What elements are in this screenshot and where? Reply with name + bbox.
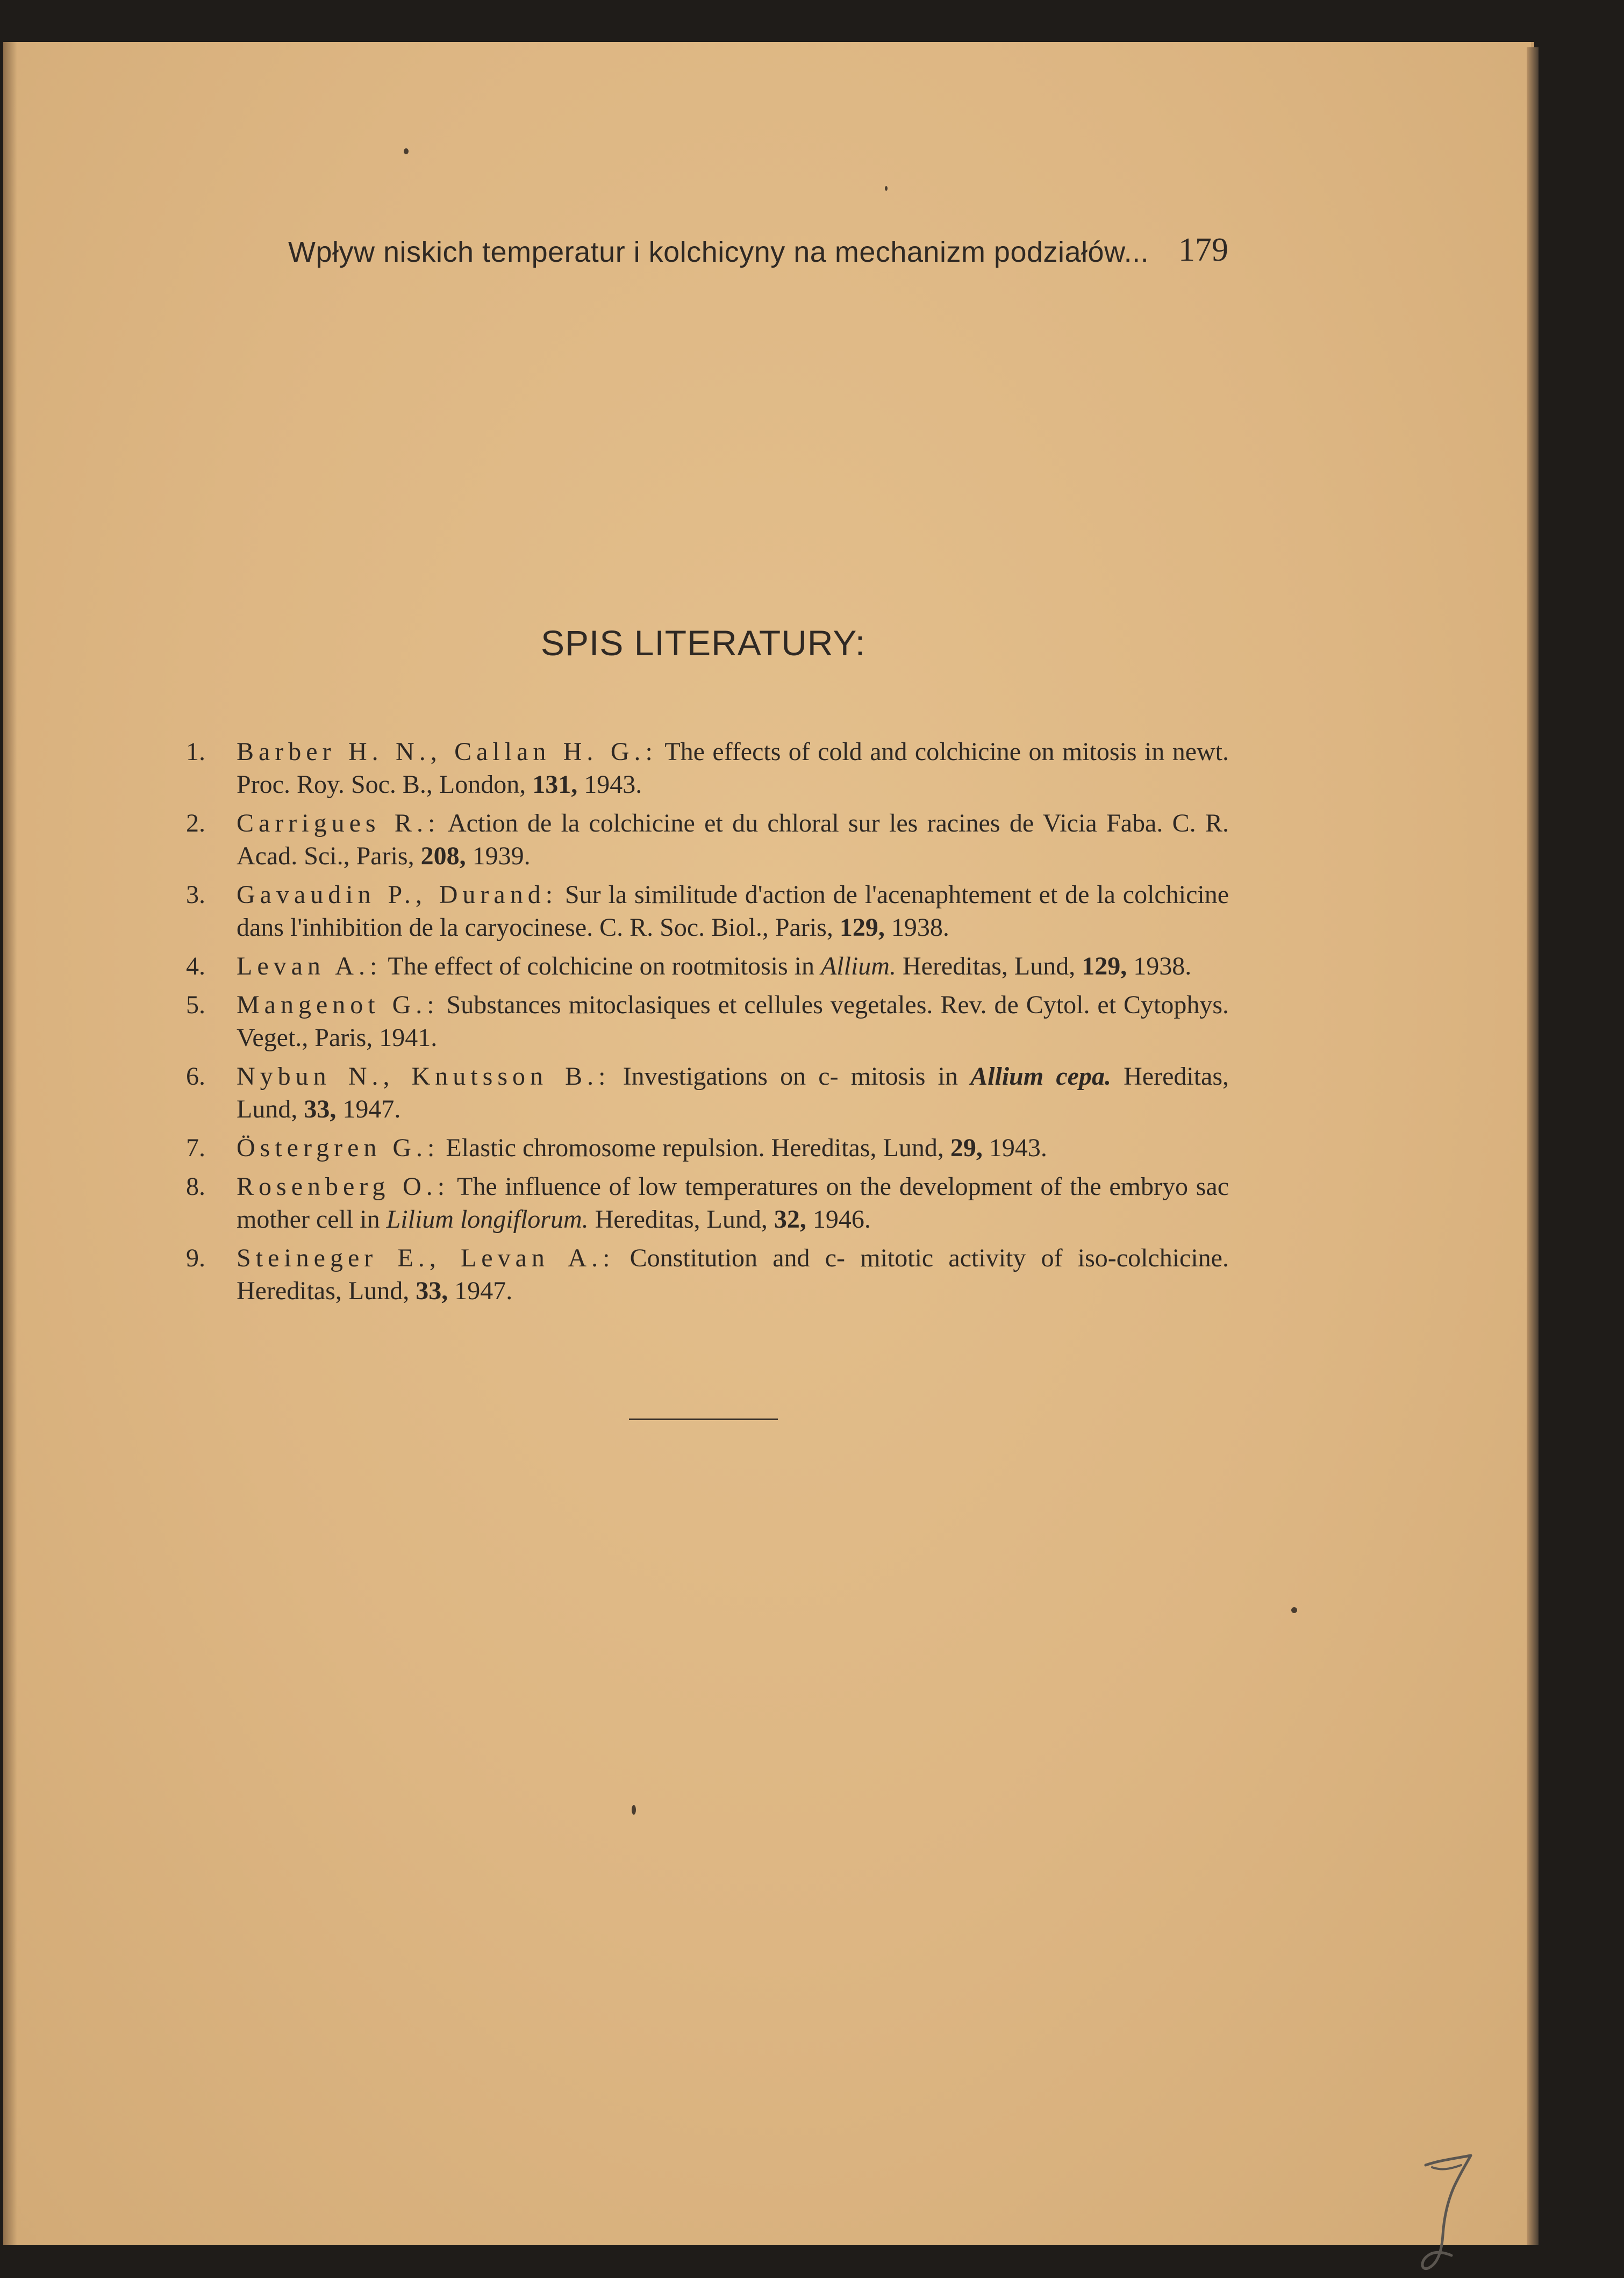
reference-year: 1943. [989, 1134, 1047, 1162]
reference-volume: 129, [839, 913, 885, 942]
reference-species: Allium. [820, 952, 896, 980]
reference-journal: Hereditas, Lund, [595, 1205, 768, 1234]
running-head: Wpływ niskich temperatur i kolchicyny na mechanizm podziałów... [288, 236, 1149, 268]
end-rule [629, 1419, 778, 1420]
reference-number: 8. [186, 1172, 205, 1201]
reference-year: 1943. [584, 770, 642, 799]
reference-list [186, 735, 1229, 1313]
reference-species: Allium cepa. [970, 1062, 1111, 1091]
reference-text: Sur la similitude d'action de l'acenaphtement et de la colchicine dans l'inhibition de la caryocinese. C. R. Soc. Biol., Paris, [237, 880, 1229, 942]
reference-text: The influence of low temperatures on the development of the embryo sac mother cell in [237, 1172, 1229, 1234]
reference-text: Investigations on c- mitosis in [623, 1062, 958, 1091]
reference-authors: Mangenot G.: [237, 991, 439, 1019]
reference-text: The effect of colchicine on rootmitosis in [388, 952, 814, 980]
reference-volume: 208, [420, 842, 466, 870]
paper-speck [404, 148, 409, 154]
reference-volume: 33, [304, 1095, 337, 1123]
reference-number: 7. [186, 1134, 205, 1162]
reference-item [186, 878, 1229, 944]
reference-number: 3. [186, 880, 205, 909]
reference-text: Elastic chromosome repulsion. Hereditas, Lund, [446, 1134, 944, 1162]
reference-authors: Nybun N., Knutsson B.: [237, 1062, 611, 1091]
reference-year: 1938. [1133, 952, 1192, 980]
reference-authors: Barber H. N., Callan H. G.: [237, 737, 657, 766]
reference-volume: 29, [950, 1134, 983, 1162]
page-number: 179 [1178, 232, 1228, 268]
reference-item [186, 950, 1229, 983]
reference-text: The effects of cold and colchicine on mitosis in newt. Proc. Roy. Soc. B., London, [237, 737, 1229, 799]
reference-year: 1938. [891, 913, 949, 942]
section-title: SPIS LITERATURY: [541, 623, 866, 663]
reference-year: 1939. [472, 842, 531, 870]
reference-volume: 32, [774, 1205, 806, 1234]
reference-authors: Carrigues R.: [237, 809, 440, 837]
reference-number: 1. [186, 737, 205, 766]
reference-authors: Rosenberg O.: [237, 1172, 450, 1201]
reference-text: Action de la colchicine et du chloral sur les racines de Vicia Faba. C. R. Acad. Sci., Paris, [237, 809, 1229, 870]
reference-year: 1947. [342, 1095, 401, 1123]
paper-speck [632, 1805, 636, 1815]
reference-item [186, 1170, 1229, 1236]
reference-item [186, 1242, 1229, 1307]
reference-authors: Steineger E., Levan A.: [237, 1244, 615, 1272]
reference-number: 9. [186, 1244, 205, 1272]
reference-volume: 129, [1082, 952, 1127, 980]
reference-number: 6. [186, 1062, 205, 1091]
reference-number: 4. [186, 952, 205, 980]
reference-volume: 131, [532, 770, 578, 799]
handwritten-archive-mark [1416, 2149, 1480, 2278]
paper-speck [1291, 1607, 1297, 1613]
reference-year: 1947. [454, 1277, 513, 1305]
reference-authors: Östergren G.: [237, 1134, 440, 1162]
reference-item [186, 735, 1229, 801]
reference-text: Constitution and c- mitotic activity of iso-colchicine. Hereditas, Lund, [237, 1244, 1229, 1305]
reference-authors: Levan A.: [237, 952, 382, 980]
reference-item [186, 807, 1229, 872]
reference-item [186, 1060, 1229, 1126]
reference-journal: Hereditas, Lund, [902, 952, 1076, 980]
reference-item [186, 988, 1229, 1054]
paper-speck [885, 186, 888, 191]
reference-journal: Hereditas, Lund, [237, 1062, 1229, 1123]
reference-text: Substances mitoclasiques et cellules vegetales. Rev. de Cytol. et Cytophys. Veget., Paris, 1941. [237, 991, 1229, 1052]
reference-number: 5. [186, 991, 205, 1019]
reference-item [186, 1131, 1229, 1164]
reference-authors: Gavaudin P., Durand: [237, 880, 558, 909]
reference-species: Lilium longiflorum. [386, 1205, 589, 1234]
reference-volume: 33, [416, 1277, 448, 1305]
book-page [3, 42, 1531, 2245]
reference-number: 2. [186, 809, 205, 837]
reference-year: 1946. [812, 1205, 871, 1234]
